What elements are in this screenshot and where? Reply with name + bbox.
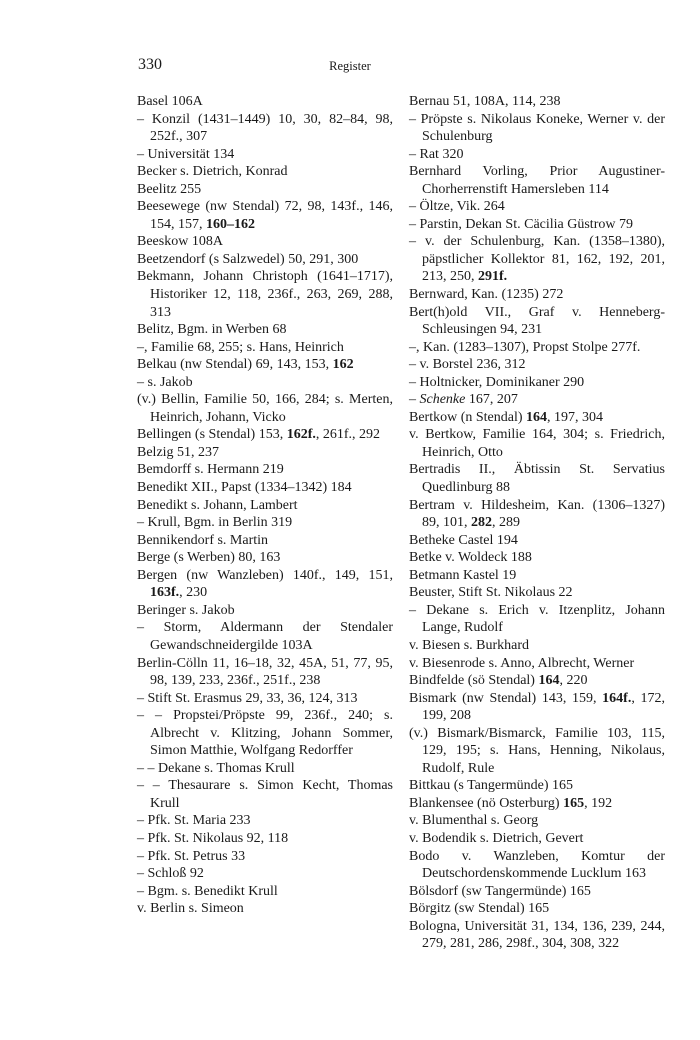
- index-entry: – Parstin, Dekan St. Cäcilia Güstrow 79: [409, 216, 633, 232]
- index-entry: Berge (s Werben) 80, 163: [137, 550, 281, 566]
- index-entry: (v.) Bellin, Familie 50, 166, 284; s. Merten, Heinrich, Johann, Vicko: [137, 392, 393, 425]
- index-entry: Bertram v. Hildesheim, Kan. (1306–1327) 89, 101, 282, 289: [409, 497, 665, 531]
- index-entry: Bert(h)old VII., Graf v. Henneberg-Schleusingen 94, 231: [409, 304, 665, 338]
- index-entry: Börgitz (sw Stendal) 165: [409, 901, 550, 917]
- index-entry: Bismark (nw Stendal) 143, 159, 164f., 172, 199, 208: [409, 690, 666, 724]
- index-entry: Beuster, Stift St. Nikolaus 22: [409, 585, 573, 601]
- index-entry: – Bgm. s. Benedikt Krull: [137, 883, 278, 899]
- index-entry: – s. Jakob: [137, 374, 193, 390]
- running-head: Register: [329, 59, 371, 73]
- index-entry: Beetzendorf (s Salzwedel) 50, 291, 300: [137, 251, 359, 267]
- index-entry: – – Dekane s. Thomas Krull: [137, 760, 295, 776]
- index-entry: – v. der Schulenburg, Kan. (1358–1380), päpstlicher Kollektor 81, 162, 192, 201, 213, 250, 291f.: [409, 234, 665, 285]
- index-entry: Bernhard Vorling, Prior Augustiner-Chorherrenstift Hamersleben 114: [409, 164, 665, 197]
- index-entry: v. Berlin s. Simeon: [137, 901, 244, 917]
- index-entry: – Konzil (1431–1449) 10, 30, 82–84, 98, 252f., 307: [137, 111, 393, 145]
- index-entry: – Öltze, Vik. 264: [409, 199, 505, 215]
- index-entry: Beelitz 255: [137, 181, 202, 197]
- index-entry: v. Bodendik s. Dietrich, Gevert: [409, 830, 584, 846]
- index-entry: – Pfk. St. Petrus 33: [137, 848, 246, 864]
- index-entry: Belzig 51, 237: [137, 444, 220, 460]
- index-entry: Benedikt s. Johann, Lambert: [137, 497, 298, 513]
- index-entry: Beeskow 108A: [137, 234, 223, 250]
- index-entry: – Storm, Aldermann der Stendaler Gewandschneidergilde 103A: [137, 620, 393, 653]
- index-entry: Becker s. Dietrich, Konrad: [137, 164, 288, 180]
- index-entry: Bernward, Kan. (1235) 272: [409, 287, 564, 303]
- index-entry: Bellingen (s Stendal) 153, 162f., 261f., 292: [137, 427, 381, 443]
- index-entry: Blankensee (nö Osterburg) 165, 192: [409, 795, 613, 811]
- index-entry: Belitz, Bgm. in Werben 68: [137, 322, 287, 338]
- index-entry: – Rat 320: [409, 146, 464, 162]
- index-entry: Bologna, Universität 31, 134, 136, 239, 244, 279, 281, 286, 298f., 304, 308, 322: [409, 918, 665, 952]
- index-entry: Berlin-Cölln 11, 16–18, 32, 45A, 51, 77, 95, 98, 139, 233, 236f., 251f., 238: [137, 655, 393, 689]
- index-entry: Bernau 51, 108A, 114, 238: [409, 94, 561, 109]
- index-entry: – Schenke 167, 207: [409, 392, 518, 408]
- index-column-right: [409, 93, 665, 953]
- index-entry: Basel 106A: [137, 94, 203, 109]
- index-entry: Betheke Castel 194: [409, 532, 518, 548]
- index-entry: Bemdorff s. Hermann 219: [137, 462, 284, 478]
- index-entry: Betmann Kastel 19: [409, 567, 517, 583]
- index-entry: v. Blumenthal s. Georg: [409, 813, 539, 829]
- index-entry: Bekmann, Johann Christoph (1641–1717), Historiker 12, 118, 236f., 263, 269, 288, 313: [137, 269, 393, 320]
- index-entry: – Pröpste s. Nikolaus Koneke, Werner v. der Schulenburg: [409, 111, 665, 145]
- index-entry: – v. Borstel 236, 312: [409, 357, 526, 373]
- index-entry: Beringer s. Jakob: [137, 602, 235, 618]
- index-entry: –, Kan. (1283–1307), Propst Stolpe 277f.: [409, 339, 641, 355]
- index-entry: – Pfk. St. Nikolaus 92, 118: [137, 830, 289, 846]
- index-entry: v. Bertkow, Familie 164, 304; s. Friedrich, Heinrich, Otto: [409, 427, 665, 460]
- index-entry: Bittkau (s Tangermünde) 165: [409, 778, 574, 794]
- index-entry: – Universität 134: [137, 146, 235, 162]
- index-entry: Bodo v. Wanzleben, Komtur der Deutschordenskommende Lucklum 163: [409, 848, 665, 882]
- index-entry: Bölsdorf (sw Tangermünde) 165: [409, 883, 591, 899]
- index-entry: Beesewege (nw Stendal) 72, 98, 143f., 146, 154, 157, 160–162: [137, 199, 393, 232]
- index-entry: – Krull, Bgm. in Berlin 319: [137, 515, 293, 531]
- index-entry: Bertkow (n Stendal) 164, 197, 304: [409, 409, 604, 425]
- index-entry: – Schloß 92: [137, 866, 204, 882]
- index-entry: – Pfk. St. Maria 233: [137, 813, 251, 829]
- index-entry: Betke v. Woldeck 188: [409, 550, 532, 566]
- index-entry: – – Propstei/Pröpste 99, 236f., 240; s. Albrecht v. Klitzing, Johann Sommer, Simon Matthie, Wolfgang Redorffer: [137, 708, 393, 759]
- index-entry: Bindfelde (sö Stendal) 164, 220: [409, 673, 588, 689]
- index-entry: Bennikendorf s. Martin: [137, 532, 269, 548]
- index-column-left: [137, 93, 393, 918]
- index-entry: Belkau (nw Stendal) 69, 143, 153, 162: [137, 357, 354, 373]
- index-entry: – Dekane s. Erich v. Itzenplitz, Johann Lange, Rudolf: [409, 602, 665, 636]
- index-entry: Bergen (nw Wanzleben) 140f., 149, 151, 163f., 230: [137, 567, 393, 601]
- index-entry: Benedikt XII., Papst (1334–1342) 184: [137, 480, 352, 496]
- index-entry: v. Biesen s. Burkhard: [409, 637, 530, 653]
- index-entry: v. Biesenrode s. Anno, Albrecht, Werner: [409, 655, 635, 671]
- index-entry: – Stift St. Erasmus 29, 33, 36, 124, 313: [137, 690, 358, 706]
- page-number: 330: [138, 56, 162, 73]
- index-entry: (v.) Bismark/Bismarck, Familie 103, 115, 129, 195; s. Hans, Henning, Nikolaus, Rudolf, Rule: [409, 725, 665, 776]
- index-entry: – Holtnicker, Dominikaner 290: [409, 374, 585, 390]
- index-entry: –, Familie 68, 255; s. Hans, Heinrich: [137, 339, 344, 355]
- index-entry: Bertradis II., Äbtissin St. Servatius Quedlinburg 88: [409, 462, 665, 496]
- index-entry: – – Thesaurare s. Simon Kecht, Thomas Krull: [137, 778, 393, 811]
